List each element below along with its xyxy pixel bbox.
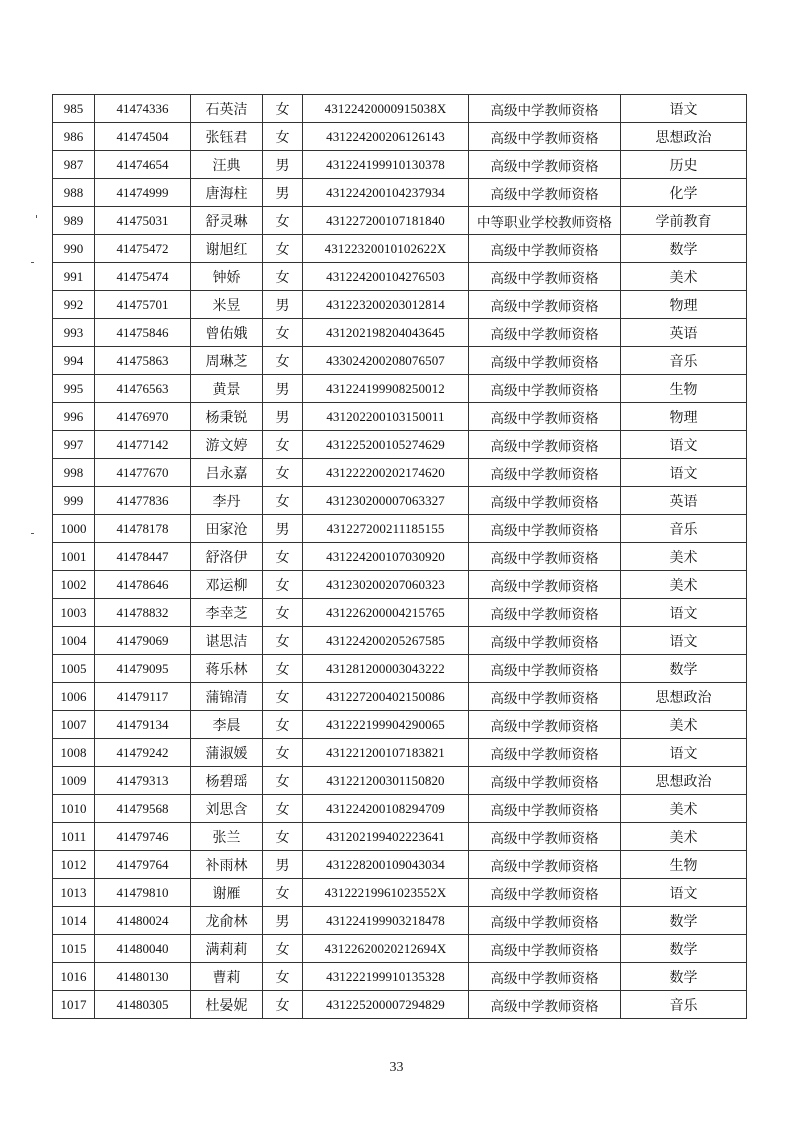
row-id-number: 431228200109043034 xyxy=(303,851,469,879)
row-gender: 女 xyxy=(263,263,303,291)
row-name: 蒲淑媛 xyxy=(191,739,263,767)
row-sequence-number: 987 xyxy=(53,151,95,179)
row-id-number: 431224199908250012 xyxy=(303,375,469,403)
row-ticket-number: 41479764 xyxy=(95,851,191,879)
row-ticket-number: 41478178 xyxy=(95,515,191,543)
row-sequence-number: 1007 xyxy=(53,711,95,739)
table-row xyxy=(53,123,747,151)
row-id-number: 43122320010102622X xyxy=(303,235,469,263)
row-gender: 女 xyxy=(263,879,303,907)
row-certificate-type: 高级中学教师资格 xyxy=(469,879,621,907)
row-ticket-number: 41479117 xyxy=(95,683,191,711)
row-gender: 女 xyxy=(263,935,303,963)
row-sequence-number: 990 xyxy=(53,235,95,263)
row-certificate-type: 高级中学教师资格 xyxy=(469,151,621,179)
table-row xyxy=(53,767,747,795)
row-sequence-number: 993 xyxy=(53,319,95,347)
row-certificate-type: 高级中学教师资格 xyxy=(469,851,621,879)
row-subject: 学前教育 xyxy=(621,207,747,235)
table-row xyxy=(53,823,747,851)
row-certificate-type: 高级中学教师资格 xyxy=(469,963,621,991)
row-id-number: 431230200007063327 xyxy=(303,487,469,515)
row-ticket-number: 41475846 xyxy=(95,319,191,347)
row-certificate-type: 高级中学教师资格 xyxy=(469,375,621,403)
row-name: 补雨林 xyxy=(191,851,263,879)
row-sequence-number: 1008 xyxy=(53,739,95,767)
scan-speck xyxy=(31,533,34,534)
row-certificate-type: 高级中学教师资格 xyxy=(469,179,621,207)
row-certificate-type: 高级中学教师资格 xyxy=(469,543,621,571)
row-sequence-number: 1009 xyxy=(53,767,95,795)
row-ticket-number: 41478646 xyxy=(95,571,191,599)
row-gender: 女 xyxy=(263,543,303,571)
row-certificate-type: 高级中学教师资格 xyxy=(469,655,621,683)
row-name: 满莉莉 xyxy=(191,935,263,963)
row-sequence-number: 1005 xyxy=(53,655,95,683)
row-ticket-number: 41479568 xyxy=(95,795,191,823)
candidate-table xyxy=(52,94,747,1019)
row-gender: 男 xyxy=(263,403,303,431)
row-ticket-number: 41477670 xyxy=(95,459,191,487)
table-row xyxy=(53,963,747,991)
row-name: 曹莉 xyxy=(191,963,263,991)
row-name: 谌思洁 xyxy=(191,627,263,655)
row-name: 蒋乐林 xyxy=(191,655,263,683)
row-certificate-type: 高级中学教师资格 xyxy=(469,823,621,851)
row-id-number: 431227200402150086 xyxy=(303,683,469,711)
table-row xyxy=(53,487,747,515)
row-subject: 思想政治 xyxy=(621,767,747,795)
row-ticket-number: 41478832 xyxy=(95,599,191,627)
row-sequence-number: 998 xyxy=(53,459,95,487)
row-certificate-type: 高级中学教师资格 xyxy=(469,123,621,151)
row-subject: 历史 xyxy=(621,151,747,179)
row-certificate-type: 高级中学教师资格 xyxy=(469,795,621,823)
row-id-number: 431224200206126143 xyxy=(303,123,469,151)
row-gender: 女 xyxy=(263,487,303,515)
row-ticket-number: 41479746 xyxy=(95,823,191,851)
row-certificate-type: 高级中学教师资格 xyxy=(469,291,621,319)
row-sequence-number: 1002 xyxy=(53,571,95,599)
row-name: 石英洁 xyxy=(191,95,263,123)
row-gender: 女 xyxy=(263,823,303,851)
row-ticket-number: 41478447 xyxy=(95,543,191,571)
row-subject: 语文 xyxy=(621,627,747,655)
row-sequence-number: 1000 xyxy=(53,515,95,543)
row-subject: 音乐 xyxy=(621,991,747,1019)
table-row xyxy=(53,851,747,879)
row-ticket-number: 41479134 xyxy=(95,711,191,739)
row-id-number: 431223200203012814 xyxy=(303,291,469,319)
row-sequence-number: 1014 xyxy=(53,907,95,935)
row-certificate-type: 高级中学教师资格 xyxy=(469,235,621,263)
row-id-number: 431224199903218478 xyxy=(303,907,469,935)
row-id-number: 431224199910130378 xyxy=(303,151,469,179)
row-sequence-number: 992 xyxy=(53,291,95,319)
row-name: 龙俞林 xyxy=(191,907,263,935)
row-subject: 语文 xyxy=(621,431,747,459)
row-ticket-number: 41477836 xyxy=(95,487,191,515)
row-certificate-type: 高级中学教师资格 xyxy=(469,515,621,543)
row-subject: 语文 xyxy=(621,459,747,487)
row-subject: 美术 xyxy=(621,571,747,599)
table-row xyxy=(53,459,747,487)
row-gender: 男 xyxy=(263,291,303,319)
table-row xyxy=(53,879,747,907)
row-name: 谢旭红 xyxy=(191,235,263,263)
row-gender: 女 xyxy=(263,739,303,767)
row-ticket-number: 41474654 xyxy=(95,151,191,179)
row-id-number: 431221200107183821 xyxy=(303,739,469,767)
table-row xyxy=(53,655,747,683)
table-row xyxy=(53,179,747,207)
row-gender: 女 xyxy=(263,711,303,739)
row-name: 吕永嘉 xyxy=(191,459,263,487)
row-subject: 数学 xyxy=(621,935,747,963)
table-row xyxy=(53,151,747,179)
row-ticket-number: 41477142 xyxy=(95,431,191,459)
table-row xyxy=(53,403,747,431)
row-sequence-number: 986 xyxy=(53,123,95,151)
table-row xyxy=(53,599,747,627)
row-id-number: 431230200207060323 xyxy=(303,571,469,599)
row-name: 邓运柳 xyxy=(191,571,263,599)
row-subject: 美术 xyxy=(621,795,747,823)
table-row xyxy=(53,235,747,263)
row-sequence-number: 997 xyxy=(53,431,95,459)
row-ticket-number: 41480130 xyxy=(95,963,191,991)
row-ticket-number: 41480024 xyxy=(95,907,191,935)
row-gender: 男 xyxy=(263,179,303,207)
row-id-number: 431202200103150011 xyxy=(303,403,469,431)
row-name: 米昱 xyxy=(191,291,263,319)
row-id-number: 431224200107030920 xyxy=(303,543,469,571)
row-sequence-number: 995 xyxy=(53,375,95,403)
row-id-number: 43122219961023552X xyxy=(303,879,469,907)
row-id-number: 431226200004215765 xyxy=(303,599,469,627)
row-sequence-number: 1004 xyxy=(53,627,95,655)
row-id-number: 431225200007294829 xyxy=(303,991,469,1019)
row-ticket-number: 41475472 xyxy=(95,235,191,263)
row-gender: 女 xyxy=(263,627,303,655)
row-gender: 男 xyxy=(263,151,303,179)
row-ticket-number: 41474504 xyxy=(95,123,191,151)
scan-speck xyxy=(31,262,34,263)
row-name: 游文婷 xyxy=(191,431,263,459)
row-id-number: 431227200211185155 xyxy=(303,515,469,543)
row-sequence-number: 988 xyxy=(53,179,95,207)
table-row xyxy=(53,683,747,711)
row-ticket-number: 41474999 xyxy=(95,179,191,207)
row-id-number: 431224200104276503 xyxy=(303,263,469,291)
row-sequence-number: 994 xyxy=(53,347,95,375)
row-gender: 女 xyxy=(263,655,303,683)
row-subject: 数学 xyxy=(621,963,747,991)
row-certificate-type: 高级中学教师资格 xyxy=(469,459,621,487)
row-subject: 数学 xyxy=(621,655,747,683)
table-row xyxy=(53,347,747,375)
row-subject: 生物 xyxy=(621,375,747,403)
row-subject: 美术 xyxy=(621,543,747,571)
row-gender: 女 xyxy=(263,207,303,235)
row-certificate-type: 高级中学教师资格 xyxy=(469,487,621,515)
row-certificate-type: 高级中学教师资格 xyxy=(469,711,621,739)
row-name: 黄景 xyxy=(191,375,263,403)
row-certificate-type: 高级中学教师资格 xyxy=(469,431,621,459)
row-gender: 女 xyxy=(263,319,303,347)
row-id-number: 431224200104237934 xyxy=(303,179,469,207)
row-gender: 男 xyxy=(263,851,303,879)
row-subject: 美术 xyxy=(621,823,747,851)
row-name: 杨秉锐 xyxy=(191,403,263,431)
row-subject: 英语 xyxy=(621,319,747,347)
table-row xyxy=(53,95,747,123)
row-gender: 女 xyxy=(263,599,303,627)
row-gender: 女 xyxy=(263,963,303,991)
row-certificate-type: 高级中学教师资格 xyxy=(469,907,621,935)
table-row xyxy=(53,431,747,459)
row-subject: 物理 xyxy=(621,403,747,431)
row-subject: 语文 xyxy=(621,879,747,907)
row-id-number: 431225200105274629 xyxy=(303,431,469,459)
row-gender: 女 xyxy=(263,347,303,375)
row-gender: 男 xyxy=(263,907,303,935)
row-subject: 思想政治 xyxy=(621,123,747,151)
row-ticket-number: 41479810 xyxy=(95,879,191,907)
candidate-table-body xyxy=(53,95,747,1019)
table-row xyxy=(53,991,747,1019)
row-id-number: 431222199910135328 xyxy=(303,963,469,991)
table-row xyxy=(53,291,747,319)
row-sequence-number: 991 xyxy=(53,263,95,291)
row-id-number: 431224200108294709 xyxy=(303,795,469,823)
row-sequence-number: 1011 xyxy=(53,823,95,851)
row-sequence-number: 1016 xyxy=(53,963,95,991)
row-name: 舒洛伊 xyxy=(191,543,263,571)
row-ticket-number: 41475474 xyxy=(95,263,191,291)
row-name: 杨碧瑶 xyxy=(191,767,263,795)
row-gender: 男 xyxy=(263,375,303,403)
row-ticket-number: 41476563 xyxy=(95,375,191,403)
row-ticket-number: 41479095 xyxy=(95,655,191,683)
table-row xyxy=(53,935,747,963)
row-sequence-number: 1001 xyxy=(53,543,95,571)
row-gender: 女 xyxy=(263,431,303,459)
row-sequence-number: 1017 xyxy=(53,991,95,1019)
row-sequence-number: 985 xyxy=(53,95,95,123)
row-sequence-number: 1012 xyxy=(53,851,95,879)
row-name: 李幸芝 xyxy=(191,599,263,627)
row-ticket-number: 41480040 xyxy=(95,935,191,963)
row-id-number: 431202199402223641 xyxy=(303,823,469,851)
row-subject: 思想政治 xyxy=(621,683,747,711)
row-ticket-number: 41476970 xyxy=(95,403,191,431)
row-id-number: 431202198204043645 xyxy=(303,319,469,347)
row-certificate-type: 高级中学教师资格 xyxy=(469,739,621,767)
row-ticket-number: 41475701 xyxy=(95,291,191,319)
row-id-number: 43122420000915038X xyxy=(303,95,469,123)
row-subject: 语文 xyxy=(621,599,747,627)
row-id-number: 431222200202174620 xyxy=(303,459,469,487)
row-gender: 女 xyxy=(263,95,303,123)
row-sequence-number: 999 xyxy=(53,487,95,515)
row-name: 钟娇 xyxy=(191,263,263,291)
row-ticket-number: 41475031 xyxy=(95,207,191,235)
row-id-number: 43122620020212694X xyxy=(303,935,469,963)
table-row xyxy=(53,207,747,235)
row-subject: 音乐 xyxy=(621,347,747,375)
row-name: 张兰 xyxy=(191,823,263,851)
row-name: 杜晏妮 xyxy=(191,991,263,1019)
row-name: 谢雁 xyxy=(191,879,263,907)
row-sequence-number: 1015 xyxy=(53,935,95,963)
row-name: 蒲锦清 xyxy=(191,683,263,711)
row-certificate-type: 高级中学教师资格 xyxy=(469,767,621,795)
row-sequence-number: 1006 xyxy=(53,683,95,711)
table-row xyxy=(53,907,747,935)
row-id-number: 431281200003043222 xyxy=(303,655,469,683)
row-certificate-type: 中等职业学校教师资格 xyxy=(469,207,621,235)
row-name: 舒灵琳 xyxy=(191,207,263,235)
page-number: 33 xyxy=(389,1060,404,1075)
row-certificate-type: 高级中学教师资格 xyxy=(469,263,621,291)
row-gender: 女 xyxy=(263,235,303,263)
row-gender: 女 xyxy=(263,571,303,599)
row-subject: 生物 xyxy=(621,851,747,879)
row-certificate-type: 高级中学教师资格 xyxy=(469,403,621,431)
row-certificate-type: 高级中学教师资格 xyxy=(469,599,621,627)
row-name: 唐海柱 xyxy=(191,179,263,207)
table-row xyxy=(53,263,747,291)
row-ticket-number: 41479313 xyxy=(95,767,191,795)
row-subject: 美术 xyxy=(621,711,747,739)
row-name: 田家沧 xyxy=(191,515,263,543)
row-certificate-type: 高级中学教师资格 xyxy=(469,991,621,1019)
table-row xyxy=(53,543,747,571)
row-sequence-number: 996 xyxy=(53,403,95,431)
row-gender: 女 xyxy=(263,459,303,487)
table-row xyxy=(53,375,747,403)
table-row xyxy=(53,571,747,599)
table-row xyxy=(53,711,747,739)
row-id-number: 433024200208076507 xyxy=(303,347,469,375)
row-name: 张钰君 xyxy=(191,123,263,151)
row-subject: 物理 xyxy=(621,291,747,319)
row-ticket-number: 41479242 xyxy=(95,739,191,767)
row-subject: 音乐 xyxy=(621,515,747,543)
row-certificate-type: 高级中学教师资格 xyxy=(469,319,621,347)
row-id-number: 431224200205267585 xyxy=(303,627,469,655)
row-sequence-number: 989 xyxy=(53,207,95,235)
table-row xyxy=(53,515,747,543)
row-certificate-type: 高级中学教师资格 xyxy=(469,683,621,711)
row-ticket-number: 41474336 xyxy=(95,95,191,123)
row-certificate-type: 高级中学教师资格 xyxy=(469,627,621,655)
table-row xyxy=(53,319,747,347)
row-name: 曾佑娥 xyxy=(191,319,263,347)
row-gender: 女 xyxy=(263,683,303,711)
row-ticket-number: 41480305 xyxy=(95,991,191,1019)
row-gender: 女 xyxy=(263,991,303,1019)
row-gender: 女 xyxy=(263,123,303,151)
scan-speck xyxy=(36,215,37,218)
row-gender: 男 xyxy=(263,515,303,543)
row-gender: 女 xyxy=(263,795,303,823)
row-certificate-type: 高级中学教师资格 xyxy=(469,95,621,123)
row-certificate-type: 高级中学教师资格 xyxy=(469,935,621,963)
row-sequence-number: 1013 xyxy=(53,879,95,907)
table-row xyxy=(53,795,747,823)
row-name: 刘思含 xyxy=(191,795,263,823)
row-sequence-number: 1003 xyxy=(53,599,95,627)
row-sequence-number: 1010 xyxy=(53,795,95,823)
row-gender: 女 xyxy=(263,767,303,795)
table-row xyxy=(53,739,747,767)
row-subject: 美术 xyxy=(621,263,747,291)
row-subject: 语文 xyxy=(621,95,747,123)
row-name: 汪典 xyxy=(191,151,263,179)
row-subject: 语文 xyxy=(621,739,747,767)
row-certificate-type: 高级中学教师资格 xyxy=(469,571,621,599)
row-certificate-type: 高级中学教师资格 xyxy=(469,347,621,375)
row-id-number: 431221200301150820 xyxy=(303,767,469,795)
row-id-number: 431227200107181840 xyxy=(303,207,469,235)
row-name: 周琳芝 xyxy=(191,347,263,375)
row-subject: 数学 xyxy=(621,907,747,935)
row-id-number: 431222199904290065 xyxy=(303,711,469,739)
row-name: 李晨 xyxy=(191,711,263,739)
table-row xyxy=(53,627,747,655)
row-subject: 英语 xyxy=(621,487,747,515)
row-name: 李丹 xyxy=(191,487,263,515)
row-subject: 数学 xyxy=(621,235,747,263)
row-ticket-number: 41475863 xyxy=(95,347,191,375)
row-subject: 化学 xyxy=(621,179,747,207)
row-ticket-number: 41479069 xyxy=(95,627,191,655)
